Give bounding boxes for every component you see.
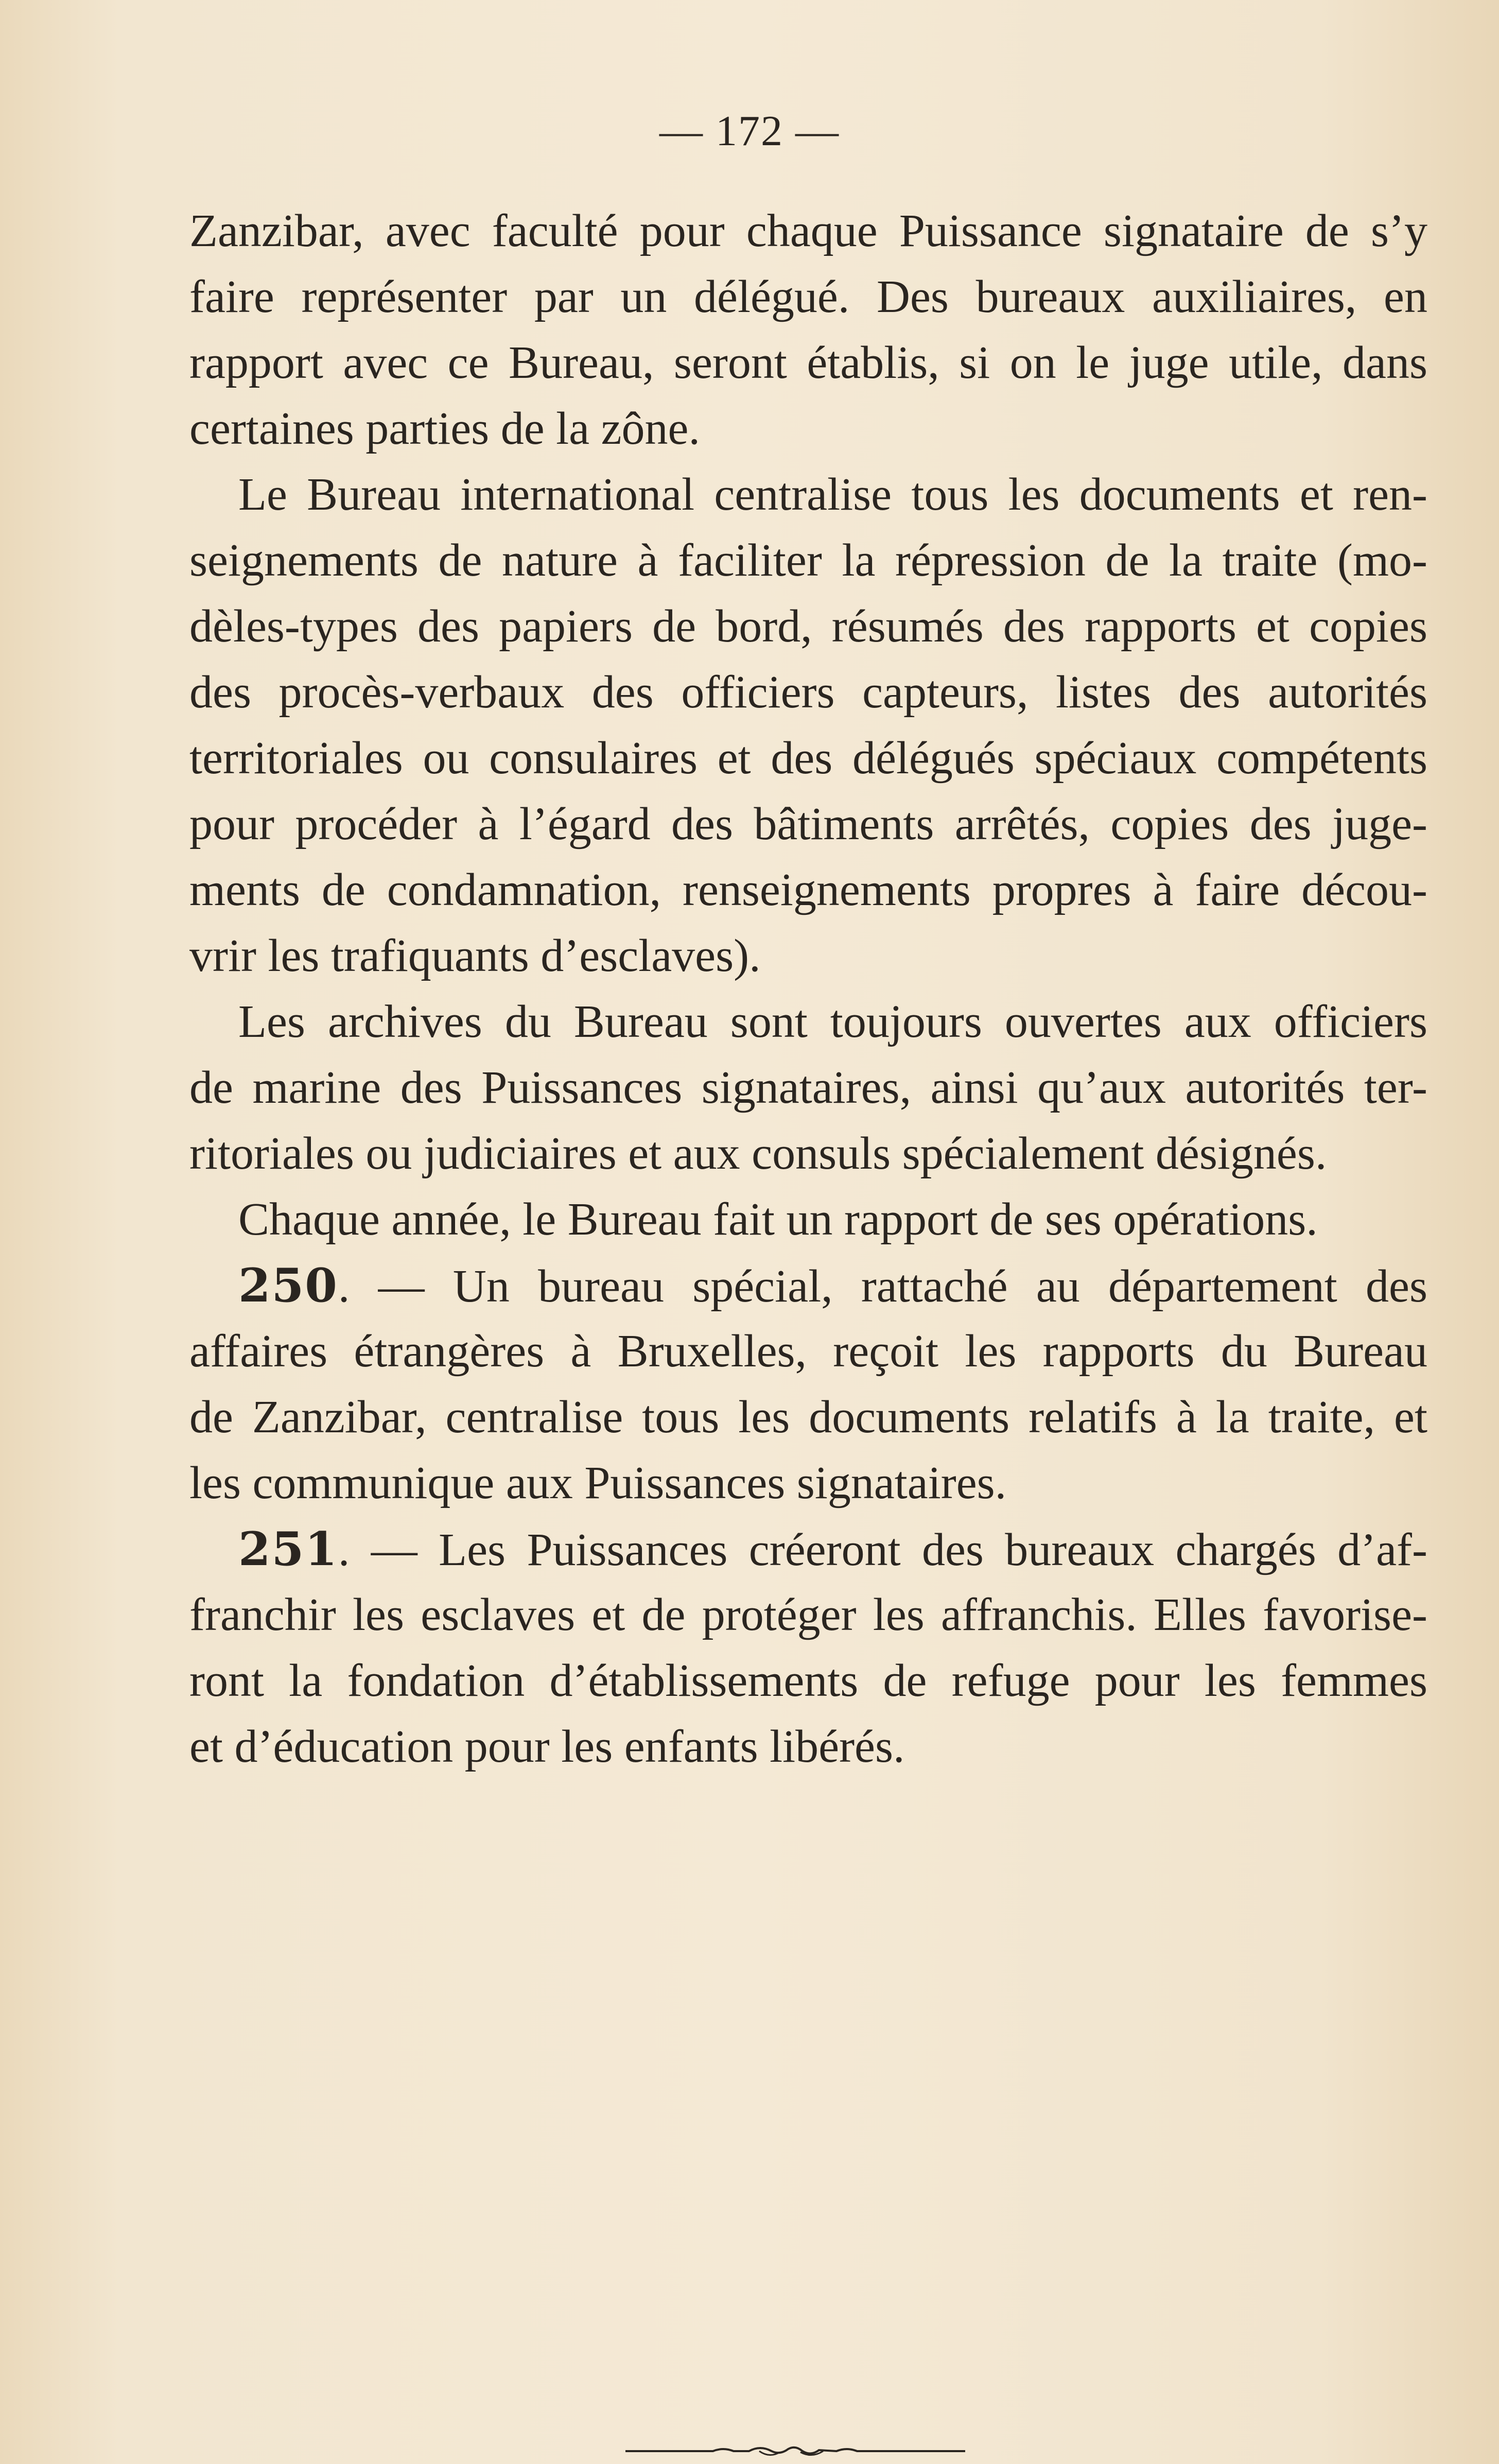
text-line: certaines parties de la zône. [189, 403, 700, 454]
text-line: franchir les esclaves et de protéger les affranchis. Elles favorise- [189, 1589, 1427, 1640]
text-line: rapport avec ce Bureau, seront établis, si on le juge utile, dans [189, 337, 1427, 388]
text-line: ront la fondation d’établissements de refuge pour les femmes [189, 1655, 1427, 1706]
page-number: — 172 — [659, 107, 840, 155]
text-line: et d’éducation pour les enfants libérés. [189, 1721, 905, 1772]
text-line: faire représenter par un délégué. Des bureaux auxiliaires, en [189, 271, 1427, 322]
article-251-line [189, 1516, 1427, 1582]
text-line: Zanzibar, avec faculté pour chaque Puissance signataire de s’y [189, 205, 1427, 256]
text-line: Le Bureau international centralise tous les documents et ren- [238, 469, 1427, 520]
text-line: des procès-verbaux des officiers capteurs, listes des autorités [189, 667, 1427, 718]
text-line: pour procéder à l’égard des bâtiments arrêtés, copies des juge- [189, 799, 1427, 849]
body-text [189, 198, 1427, 1780]
text-line: Les archives du Bureau sont toujours ouvertes aux officiers [238, 996, 1427, 1047]
text-line: ritoriales ou judiciaires et aux consuls spécialement désignés. [189, 1128, 1327, 1179]
text-line: ments de condamnation, renseignements propres à faire décou- [189, 864, 1427, 915]
text-line: seignements de nature à faciliter la répression de la traite (mo- [189, 535, 1427, 586]
text-line: de Zanzibar, centralise tous les documents relatifs à la traite, et [189, 1392, 1427, 1443]
text-line: vrir les trafiquants d’esclaves). [189, 930, 761, 981]
text-line: de marine des Puissances signataires, ainsi qu’aux autorités ter- [189, 1062, 1427, 1113]
article-number: 251 [238, 1522, 338, 1576]
article-250-line [189, 1253, 1427, 1318]
text-line: dèles-types des papiers de bord, résumés des rapports et copies [189, 601, 1427, 652]
text-line: Chaque année, le Bureau fait un rapport de ses opérations. [238, 1194, 1318, 1245]
text-line: affaires étrangères à Bruxelles, reçoit les rapports du Bureau [189, 1326, 1427, 1377]
text-line: territoriales ou consulaires et des délégués spéciaux compétents [189, 733, 1427, 784]
article-text: . — Les Puissances créeront des bureaux chargés d’af- [338, 1524, 1427, 1575]
text-line: les communique aux Puissances signataires. [189, 1457, 1007, 1508]
article-number: 250 [238, 1258, 338, 1313]
article-text: . — Un bureau spécial, rattaché au département des [338, 1261, 1427, 1312]
tailpiece-flourish-icon [625, 2443, 965, 2458]
